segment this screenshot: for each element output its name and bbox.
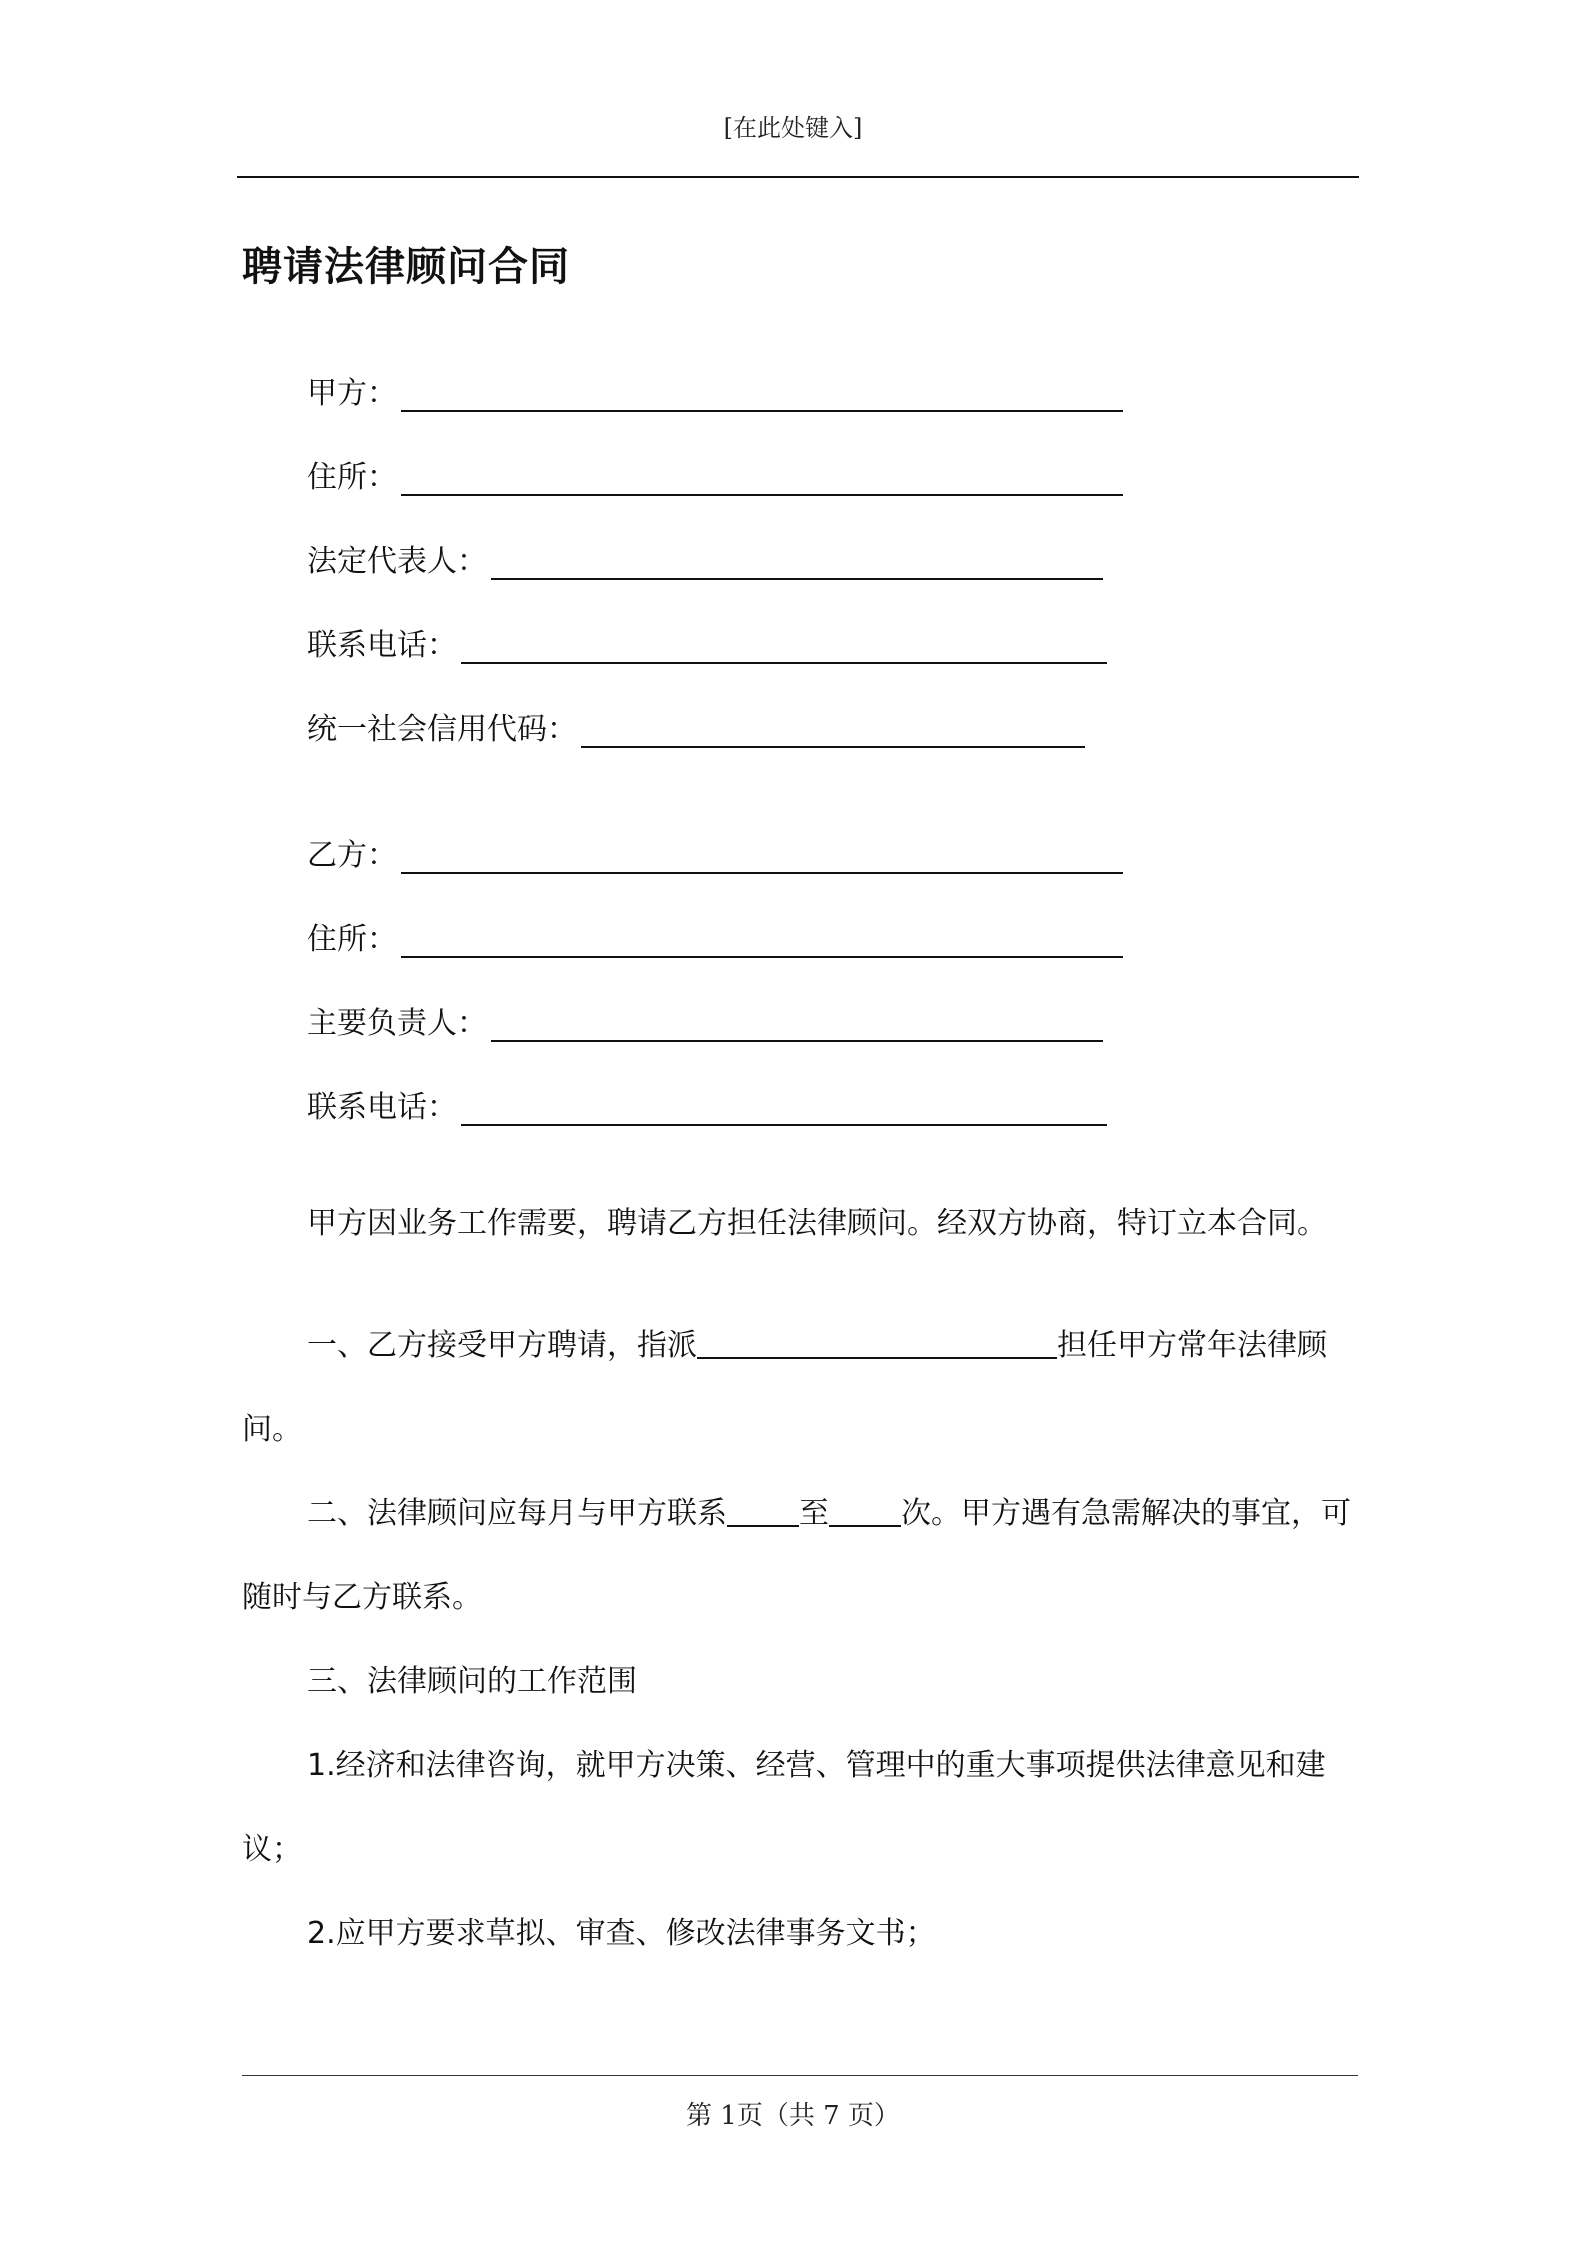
party-a-representative-blank[interactable] xyxy=(491,548,1103,580)
clause-3-item-1: 1.经济和法律咨询，就甲方决策、经营、管理中的重大事项提供法律意见和建议； xyxy=(242,1748,1326,1867)
party-a-representative-field xyxy=(307,536,1103,580)
clause-2-text-b: 至 xyxy=(799,1496,829,1531)
document-title: 聘请法律顾问合同 xyxy=(242,244,570,290)
header-divider xyxy=(237,176,1359,178)
clause-3-heading: 三、法律顾问的工作范围 xyxy=(307,1664,637,1699)
clause-2 xyxy=(242,1472,1372,1640)
clause-1-text-a: 一、乙方接受甲方聘请，指派 xyxy=(307,1328,697,1363)
clause-2-min-blank[interactable] xyxy=(727,1495,799,1527)
page-number: 第 1页（共 7 页） xyxy=(686,2101,900,2131)
party-a-name-field xyxy=(307,368,1123,412)
clause-2-max-blank[interactable] xyxy=(829,1495,901,1527)
clause-2-text-a: 二、法律顾问应每月与甲方联系 xyxy=(307,1496,727,1531)
party-a-address-blank[interactable] xyxy=(401,464,1123,496)
party-a-address-field xyxy=(307,452,1123,496)
party-a-phone-blank[interactable] xyxy=(461,632,1107,664)
party-a-name-blank[interactable] xyxy=(401,380,1123,412)
party-b-phone-label: 联系电话： xyxy=(307,1090,457,1125)
party-a-credit-code-field xyxy=(307,704,1085,748)
party-a-credit-code-blank[interactable] xyxy=(581,716,1085,748)
party-a-representative-label: 法定代表人： xyxy=(307,544,487,579)
party-a-phone-label: 联系电话： xyxy=(307,628,457,663)
party-b-phone-blank[interactable] xyxy=(461,1094,1107,1126)
clause-2-text-c: 次。甲方遇有急需解决的事宜，可随时与乙方联系。 xyxy=(242,1496,1351,1615)
intro-paragraph: 甲方因业务工作需要，聘请乙方担任法律顾问。经双方协商，特订立本合同。 xyxy=(307,1206,1327,1241)
party-b-principal-field xyxy=(307,998,1103,1042)
clause-1 xyxy=(242,1304,1372,1472)
party-b-phone-field xyxy=(307,1082,1107,1126)
party-a-phone-field xyxy=(307,620,1107,664)
party-b-address-label: 住所： xyxy=(307,922,397,957)
clause-3-item-2: 2.应甲方要求草拟、审查、修改法律事务文书； xyxy=(307,1916,936,1951)
clause-1-text-b: 担任甲方常年法律顾问。 xyxy=(242,1328,1327,1447)
party-b-address-blank[interactable] xyxy=(401,926,1123,958)
party-a-credit-code-label: 统一社会信用代码： xyxy=(307,712,577,747)
footer-divider xyxy=(242,2075,1358,2076)
party-b-address-field xyxy=(307,914,1123,958)
party-b-name-label: 乙方： xyxy=(307,838,397,873)
clause-1-appointee-blank[interactable] xyxy=(697,1327,1057,1359)
party-b-name-field xyxy=(307,830,1123,874)
party-b-name-blank[interactable] xyxy=(401,842,1123,874)
party-a-name-label: 甲方： xyxy=(307,376,397,411)
party-b-principal-label: 主要负责人： xyxy=(307,1006,487,1041)
party-a-address-label: 住所： xyxy=(307,460,397,495)
party-b-principal-blank[interactable] xyxy=(491,1010,1103,1042)
page-header: [在此处键入] xyxy=(723,114,863,142)
